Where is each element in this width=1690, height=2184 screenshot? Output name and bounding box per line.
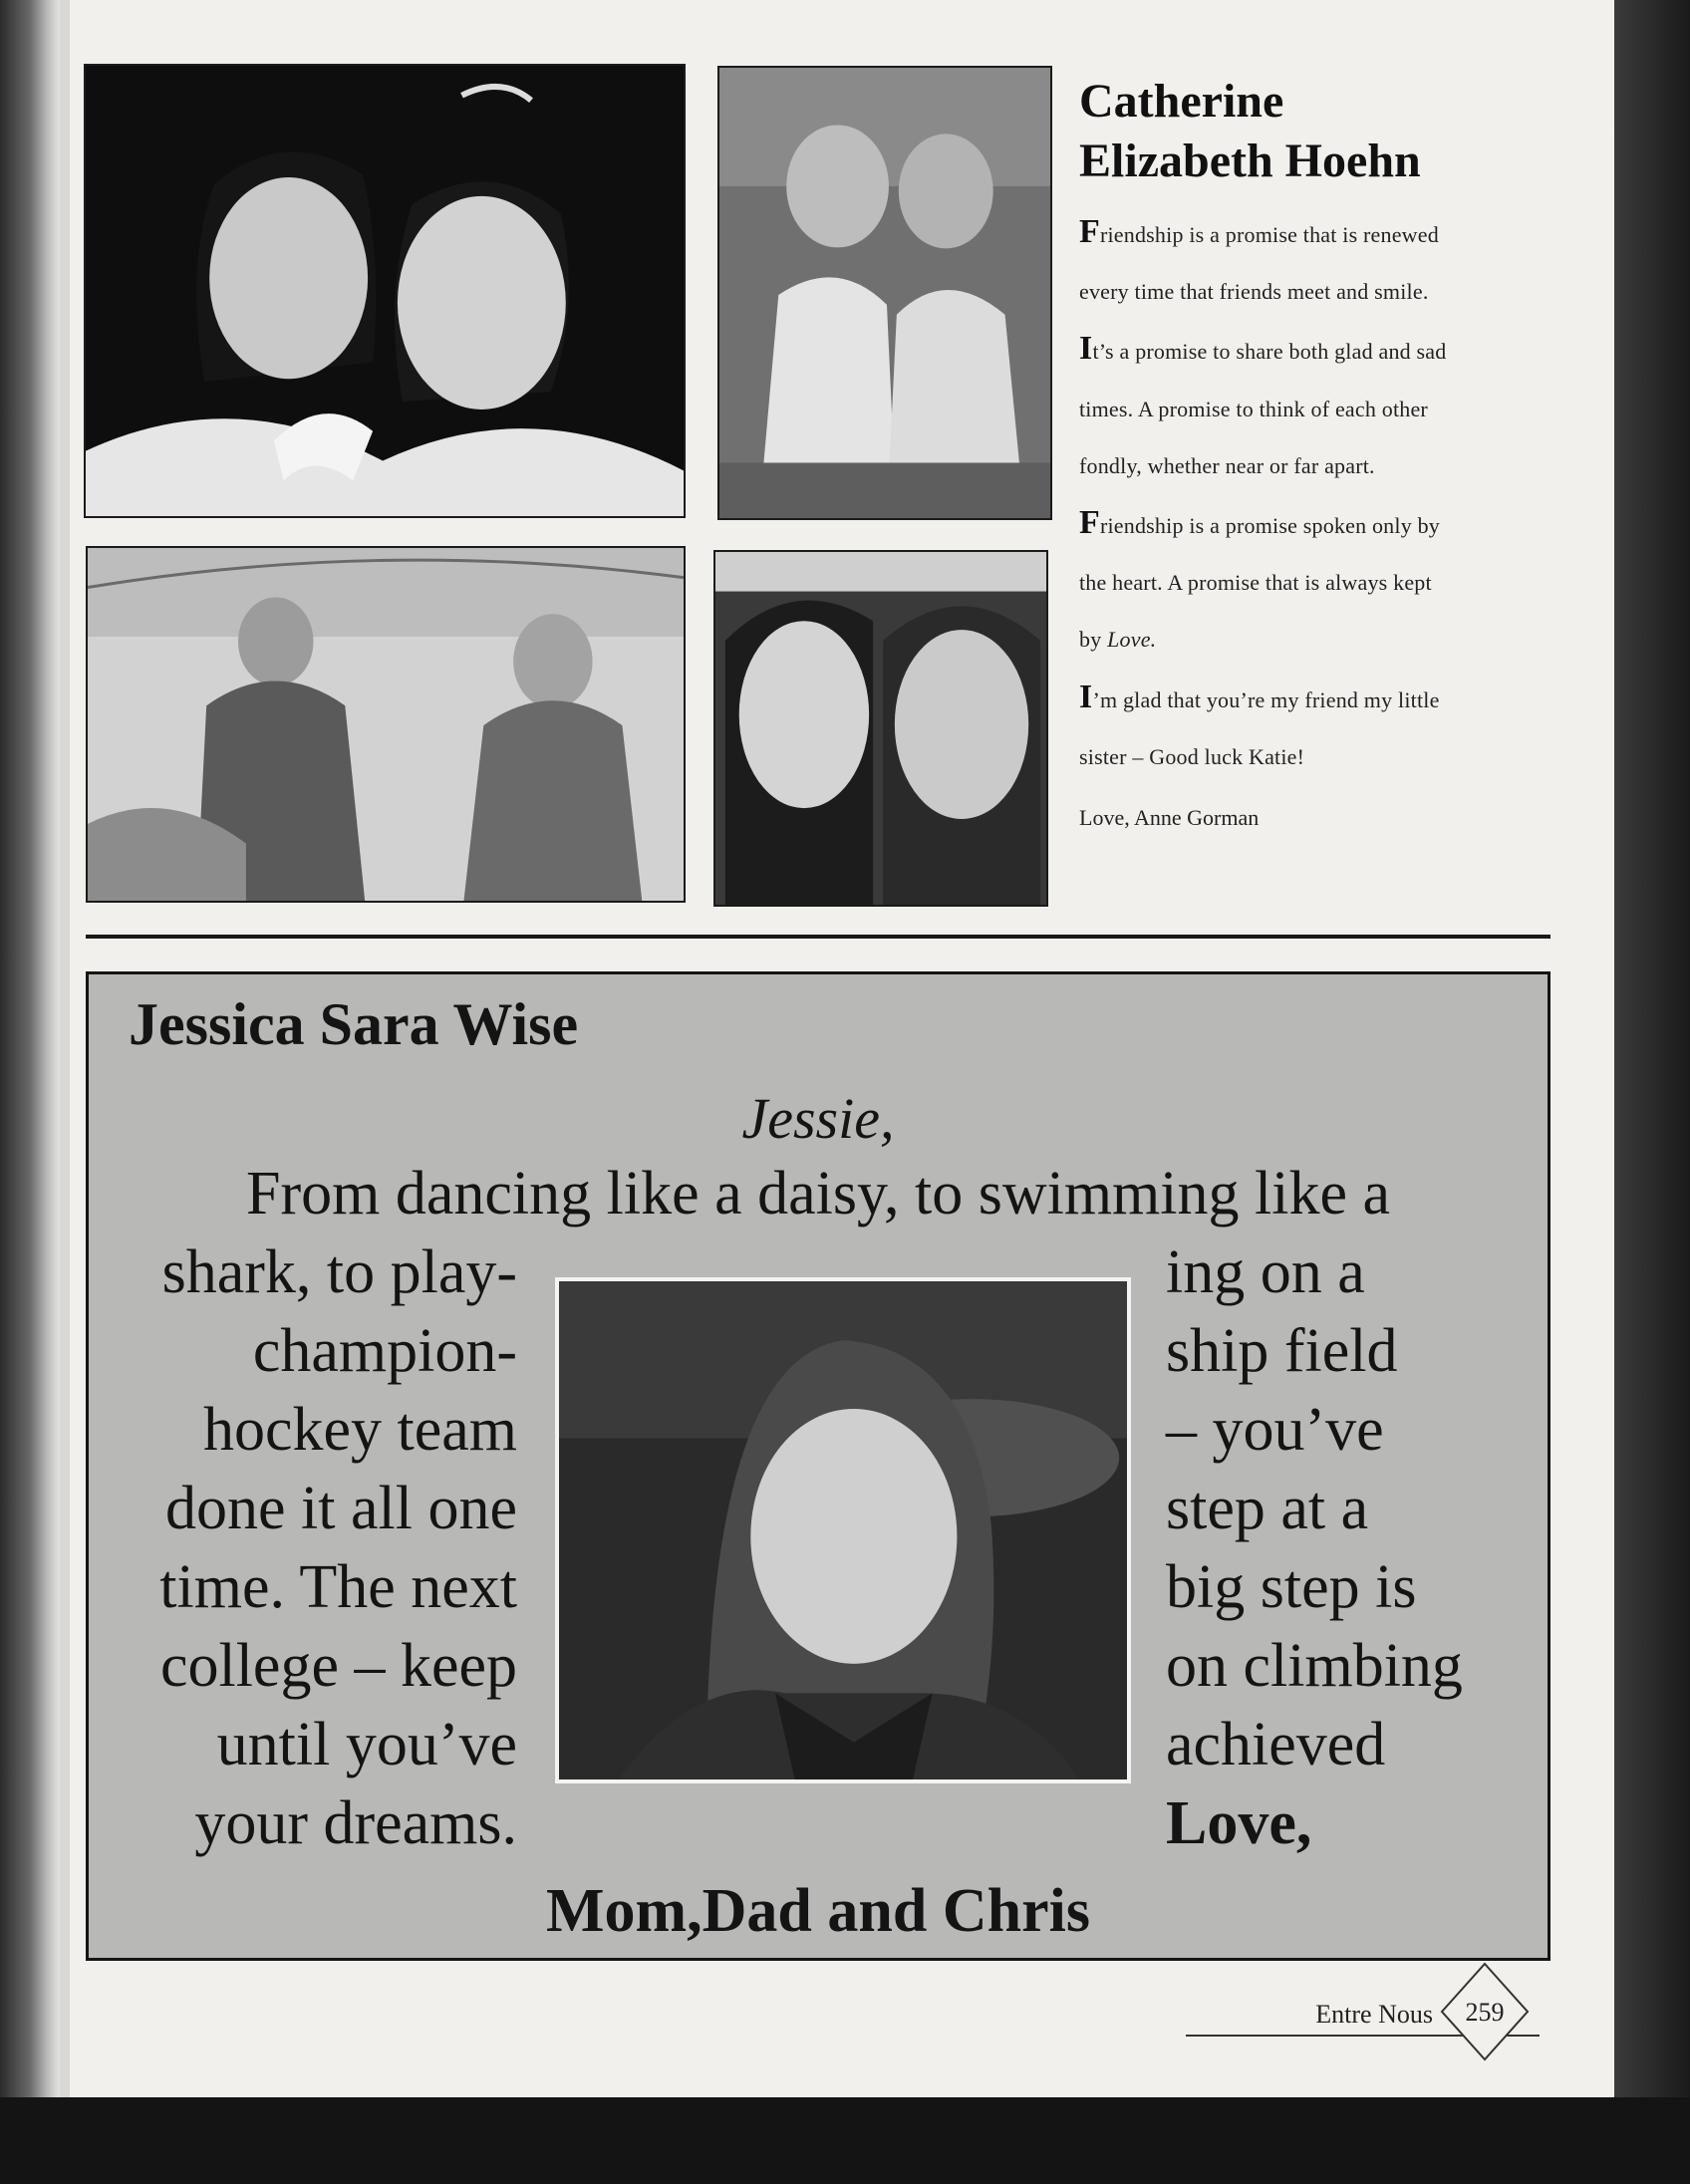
tribute-poem bbox=[1079, 203, 1602, 785]
section-divider bbox=[86, 935, 1550, 939]
poem-text: times. A promise to think of each other bbox=[1079, 396, 1428, 421]
drop-cap: F bbox=[1079, 213, 1100, 250]
poem-text: riendship is a promise spoken only by bbox=[1099, 513, 1440, 539]
photo-two-girls-closeup bbox=[713, 550, 1048, 907]
catherine-tribute bbox=[1079, 72, 1602, 831]
poem-line bbox=[1079, 669, 1602, 728]
poem-line bbox=[1079, 728, 1602, 785]
drop-cap: F bbox=[1079, 504, 1100, 542]
poem-emphasis: Love. bbox=[1107, 627, 1157, 653]
message-line: shark, to play- bbox=[161, 1238, 517, 1306]
poem-text: ’m glad that you’re my friend my little bbox=[1092, 686, 1440, 712]
poem-text: fondly, whether near or far apart. bbox=[1079, 452, 1375, 478]
message-line: champion- bbox=[252, 1317, 517, 1385]
message-line: step at a bbox=[1166, 1475, 1369, 1542]
name-line-2: Elizabeth Hoehn bbox=[1079, 135, 1421, 187]
message-left-column bbox=[109, 1233, 517, 1863]
book-cover-edge bbox=[1614, 0, 1690, 2097]
page-folio bbox=[1186, 1958, 1545, 2067]
photo-two-girls-formal bbox=[84, 64, 686, 518]
salutation: Jessie, bbox=[741, 1086, 895, 1151]
message-line: college – keep bbox=[159, 1632, 517, 1700]
message-first-line: From dancing like a daisy, to swimming like a bbox=[246, 1160, 1390, 1228]
message-line: – you’ve bbox=[1166, 1396, 1384, 1464]
tribute-signature: Love, Anne Gorman bbox=[1079, 805, 1260, 831]
message-line: until you’ve bbox=[216, 1711, 517, 1778]
poem-line bbox=[1079, 263, 1602, 320]
message-right-column bbox=[1166, 1233, 1535, 1863]
poem-line bbox=[1079, 554, 1602, 611]
poem-text: the heart. A promise that is always kept bbox=[1079, 570, 1432, 596]
message-line: hockey team bbox=[202, 1396, 517, 1464]
jessica-tribute bbox=[86, 971, 1550, 1961]
drop-cap: I bbox=[1079, 330, 1093, 368]
message-line: done it all one bbox=[165, 1475, 517, 1542]
tribute-name: Jessica Sara Wise bbox=[129, 991, 579, 1057]
message-line: your dreams. bbox=[194, 1789, 517, 1857]
poem-line bbox=[1079, 203, 1602, 263]
facing-page-edge bbox=[0, 0, 60, 2097]
poem-line bbox=[1079, 381, 1602, 437]
poem-line bbox=[1079, 320, 1602, 380]
photo-two-girls-outdoors bbox=[717, 66, 1052, 520]
poem-text: riendship is a promise that is renewed bbox=[1099, 222, 1439, 247]
message-love: Love, bbox=[1166, 1789, 1312, 1857]
poem-line bbox=[1079, 437, 1602, 494]
poem-text: t’s a promise to share both glad and sad bbox=[1092, 339, 1447, 365]
section-name: Entre Nous bbox=[1315, 2000, 1433, 2029]
message-line: ing on a bbox=[1166, 1238, 1365, 1306]
message-line: on climbing bbox=[1166, 1632, 1463, 1700]
message-line: big step is bbox=[1166, 1553, 1417, 1621]
name-line-1: Catherine bbox=[1079, 75, 1284, 128]
poem-text: sister – Good luck Katie! bbox=[1079, 743, 1305, 769]
photo-two-kids-boating bbox=[86, 546, 686, 903]
drop-cap: I bbox=[1079, 678, 1093, 715]
poem-text: by bbox=[1079, 627, 1108, 653]
message-signature: Mom,Dad and Chris bbox=[545, 1877, 1090, 1945]
page-number: 259 bbox=[1465, 1998, 1505, 2027]
jessica-portrait-photo bbox=[555, 1277, 1131, 1783]
tribute-name bbox=[1079, 72, 1602, 191]
poem-text: every time that friends meet and smile. bbox=[1079, 279, 1429, 305]
binding-strip bbox=[60, 0, 70, 2097]
message-line: ship field bbox=[1166, 1317, 1398, 1385]
poem-line bbox=[1079, 494, 1602, 554]
message-line: achieved bbox=[1166, 1711, 1386, 1778]
message-line: time. The next bbox=[159, 1553, 517, 1621]
poem-line bbox=[1079, 611, 1602, 668]
